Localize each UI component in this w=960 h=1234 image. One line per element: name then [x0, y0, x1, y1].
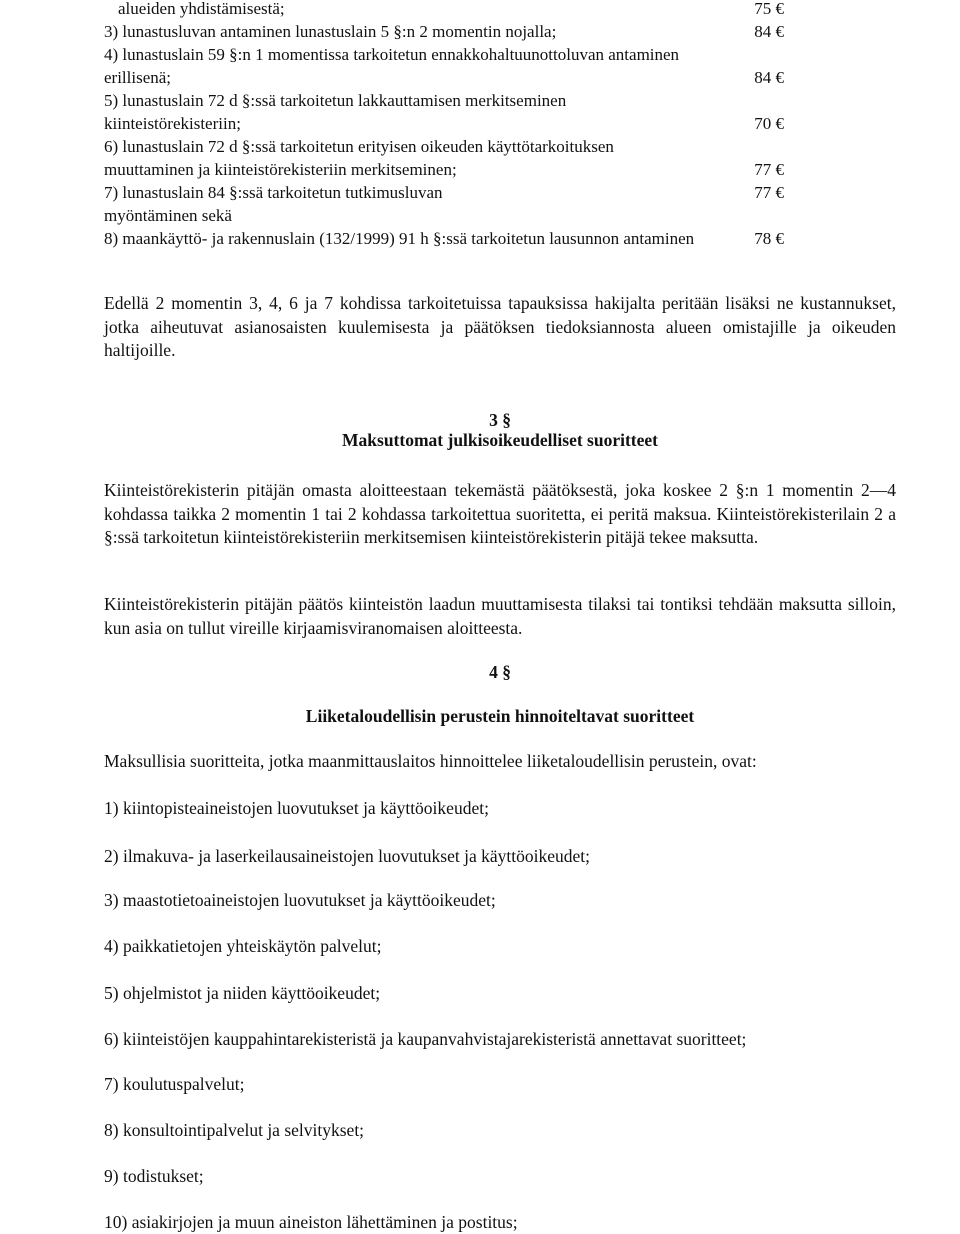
fee-item-text: 6) lunastuslain 72 d §:ssä tarkoitetun erityisen oikeuden käyttötarkoituksen muuttaminen ja kiinteistörekisteriin merkitseminen; [104, 137, 614, 179]
fee-item-text: 5) lunastuslain 72 d §:ssä tarkoitetun lakkauttamisen merkitseminen kiinteistörekisteriin; [104, 91, 567, 133]
fee-item-price: 77 € [754, 183, 784, 202]
fee-item-price: 84 € [754, 22, 784, 41]
section-4-title: Liiketaloudellisin perustein hinnoiteltavat suoritteet [305, 706, 695, 726]
fee-item-text: 3) lunastusluvan antaminen lunastuslain 5 §:n 2 momentin nojalla; [104, 22, 557, 41]
list-item: 10) asiakirjojen ja muun aineiston lähettäminen ja postitus; [104, 1212, 518, 1232]
list-item: 5) ohjelmistot ja niiden käyttöoikeudet; [104, 983, 381, 1003]
fee-item-price: 75 € [754, 0, 784, 18]
fee-item-price: 78 € [754, 229, 784, 248]
section-3-paragraph-1: Kiinteistörekisterin pitäjän omasta aloitteestaan tekemästä päätöksestä, joka koskee 2 §:n 1 momentin 2—4 kohdassa taikka 2 momentin 1 tai 2 kohdassa tarkoitettua suoritetta, ei peritä maksua. Kiinteistörekisterilain 2 a §:ssä tarkoitetun kiinteistörekisteriin merkitsemisen kiinteistörekisterin pitäjä tekee maksutta. [104, 480, 896, 547]
fee-item-price: 70 € [754, 114, 784, 133]
fee-item [104, 89, 784, 135]
fee-item [104, 227, 784, 250]
section-4-number: 4 § [489, 662, 511, 682]
fee-item [104, 20, 784, 43]
fee-item [104, 43, 784, 89]
section-3-number: 3 § [489, 410, 511, 430]
list-item: 1) kiintopisteaineistojen luovutukset ja käyttöoikeudet; [104, 798, 489, 818]
fee-item-text: 4) lunastuslain 59 §:n 1 momentissa tarkoitetun ennakkohaltuunottoluvan antaminen erillisenä; [104, 45, 680, 87]
extra-costs-paragraph: Edellä 2 momentin 3, 4, 6 ja 7 kohdissa tarkoitetuissa tapauksissa hakijalta peritään lisäksi ne kustannukset, jotka aiheutuvat asianosaisten kuulemisesta ja päätöksen tiedoksiannosta alueen omistajille ja oikeuden haltijoille. [104, 293, 896, 360]
fee-item [104, 181, 784, 227]
list-item: 3) maastotietoaineistojen luovutukset ja käyttöoikeudet; [104, 890, 496, 910]
fee-item-price: 84 € [754, 68, 784, 87]
fee-item [104, 135, 784, 181]
section-4-intro: Maksullisia suoritteita, jotka maanmittauslaitos hinnoittelee liiketaloudellisin perustein, ovat: [104, 751, 757, 771]
list-item: 2) ilmakuva- ja laserkeilausaineistojen luovutukset ja käyttöoikeudet; [104, 846, 590, 866]
list-item: 9) todistukset; [104, 1166, 204, 1186]
list-item: 7) koulutuspalvelut; [104, 1074, 245, 1094]
fee-item-text: alueiden yhdistämisestä; [118, 0, 285, 18]
fee-item-price: 77 € [754, 160, 784, 179]
list-item: 8) konsultointipalvelut ja selvitykset; [104, 1120, 365, 1140]
section-3-title: Maksuttomat julkisoikeudelliset suoritteet [342, 430, 658, 450]
fee-item-text: 8) maankäyttö- ja rakennuslain (132/1999) 91 h §:ssä tarkoitetun lausunnon antaminen [104, 229, 695, 248]
list-item: 6) kiinteistöjen kauppahintarekisteristä ja kaupanvahvistajarekisteristä annettavat suoritteet; [104, 1029, 747, 1049]
fee-item [118, 0, 784, 20]
fee-item-text: 7) lunastuslain 84 §:ssä tarkoitetun tutkimusluvan myöntäminen sekä [104, 183, 443, 225]
list-item: 4) paikkatietojen yhteiskäytön palvelut; [104, 936, 382, 956]
section-3-paragraph-2: Kiinteistörekisterin pitäjän päätös kiinteistön laadun muuttamisesta tilaksi tai tontiksi tehdään maksutta silloin, kun asia on tullut vireille kirjaamisviranomaisen aloitteesta. [104, 594, 896, 638]
